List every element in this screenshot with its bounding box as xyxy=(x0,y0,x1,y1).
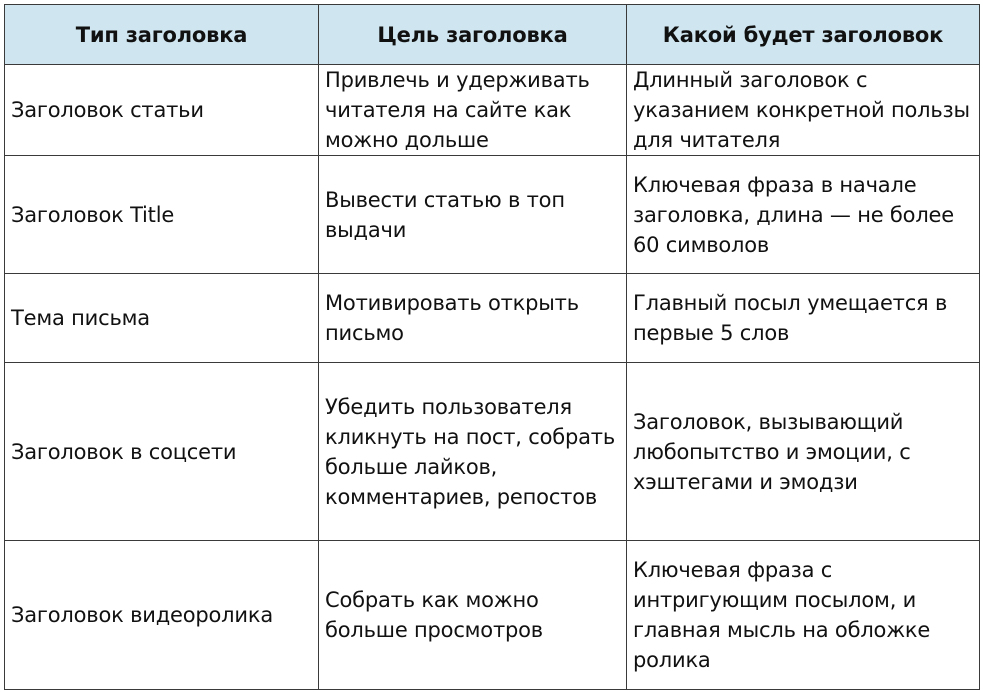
cell-result: Заголовок, вызывающий любопытство и эмоции, с хэштегами и эмодзи xyxy=(627,363,980,541)
table-row xyxy=(5,541,980,690)
cell-result: Ключевая фраза с интригующим посылом, и главная мысль на обложке ролика xyxy=(627,541,980,690)
cell-type: Заголовок видеоролика xyxy=(5,541,319,690)
table-row xyxy=(5,274,980,363)
cell-type: Заголовок статьи xyxy=(5,65,319,156)
table-row xyxy=(5,156,980,274)
cell-type: Заголовок в соцсети xyxy=(5,363,319,541)
cell-goal: Вывести статью в топ выдачи xyxy=(319,156,627,274)
table-header-row xyxy=(5,5,980,65)
cell-type: Заголовок Title xyxy=(5,156,319,274)
cell-type: Тема письма xyxy=(5,274,319,363)
cell-goal: Убедить пользователя кликнуть на пост, собрать больше лайков, комментариев, репостов xyxy=(319,363,627,541)
header-type: Тип заголовка xyxy=(5,5,319,65)
cell-result: Главный посыл умещается в первые 5 слов xyxy=(627,274,980,363)
cell-result: Ключевая фраза в начале заголовка, длина — не более 60 символов xyxy=(627,156,980,274)
cell-goal: Мотивировать открыть письмо xyxy=(319,274,627,363)
table-row xyxy=(5,65,980,156)
cell-goal: Привлечь и удерживать читателя на сайте как можно дольше xyxy=(319,65,627,156)
cell-goal: Собрать как можно больше просмотров xyxy=(319,541,627,690)
header-goal: Цель заголовка xyxy=(319,5,627,65)
cell-result: Длинный заголовок с указанием конкретной пользы для читателя xyxy=(627,65,980,156)
table-row xyxy=(5,363,980,541)
headline-types-table xyxy=(4,4,980,690)
header-result: Какой будет заголовок xyxy=(627,5,980,65)
